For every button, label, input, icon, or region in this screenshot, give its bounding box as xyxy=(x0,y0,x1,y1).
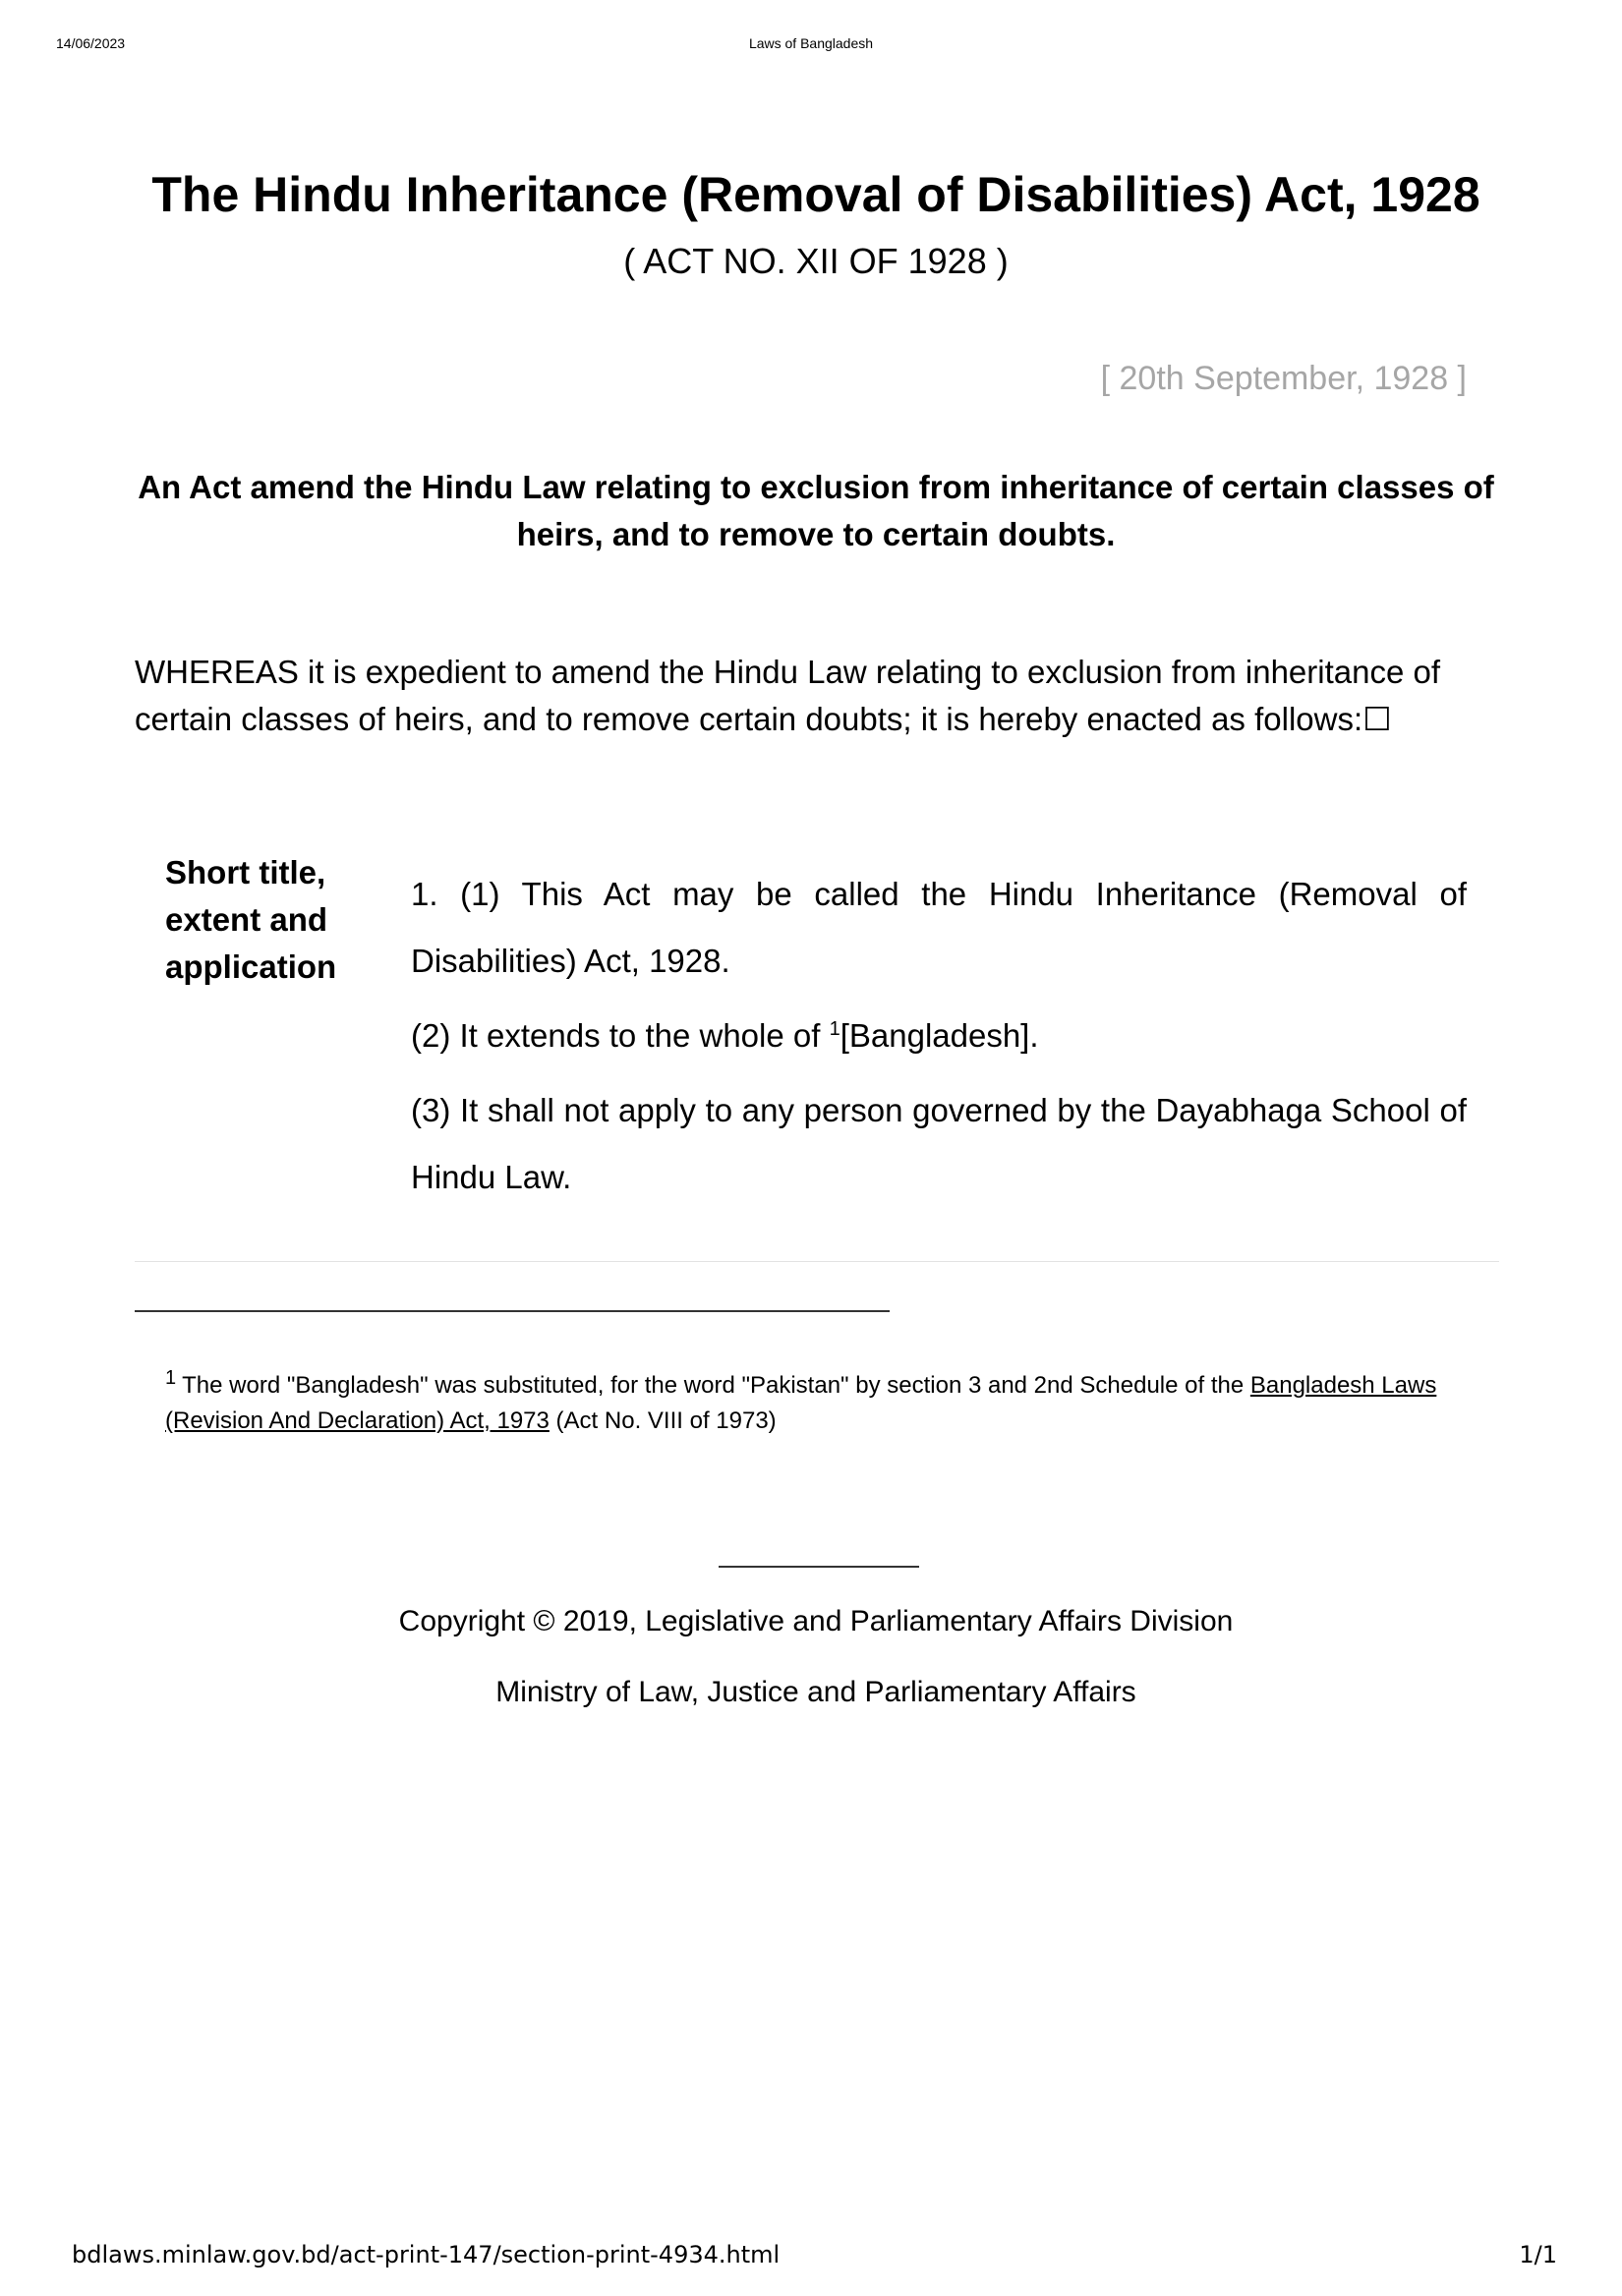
print-header-title: Laws of Bangladesh xyxy=(748,35,874,51)
footnote-divider xyxy=(135,1310,890,1312)
act-date: [ 20th September, 1928 ] xyxy=(1100,360,1467,397)
footnote-marker: 1 xyxy=(165,1367,177,1389)
act-title: The Hindu Inheritance (Removal of Disabilities) Act, 1928 xyxy=(151,167,1480,222)
section-clause-2-suffix: [Bangladesh]. xyxy=(840,1017,1039,1054)
footnote-text-before: The word "Bangladesh" was substituted, for the word "Pakistan" by section 3 and 2nd Schedule of the xyxy=(182,1372,1250,1399)
footnote xyxy=(165,1368,1482,1439)
footnote-link[interactable]: Bangladesh Laws (Revision And Declaration) Act, 1973 xyxy=(165,1372,1437,1434)
copyright-divider xyxy=(719,1566,919,1568)
section-body xyxy=(411,861,1467,1219)
ministry-line: Ministry of Law, Justice and Parliamentary Affairs xyxy=(495,1676,1136,1708)
print-url: bdlaws.minlaw.gov.bd/act-print-147/section-print-4934.html xyxy=(72,2241,781,2268)
copyright-line: Copyright © 2019, Legislative and Parliamentary Affairs Division xyxy=(398,1605,1234,1637)
act-preamble: WHEREAS it is expedient to amend the Hindu Law relating to exclusion from inheritance of certain classes of heirs, and to remove certain doubts; it is hereby enacted as follows:☐ xyxy=(135,654,1441,737)
section-clause-1: 1. (1) This Act may be called the Hindu Inheritance (Removal of Disabilities) Act, 1928. xyxy=(411,876,1467,979)
section-heading: Short title, extent and application xyxy=(165,854,337,985)
print-date: 14/06/2023 xyxy=(56,35,126,51)
section-divider xyxy=(135,1261,1499,1262)
act-long-title: An Act amend the Hindu Law relating to exclusion from inheritance of certain classes of heirs, and to remove to certain doubts. xyxy=(138,469,1494,552)
footnote-text-after: (Act No. VIII of 1973) xyxy=(549,1407,777,1434)
section-clause-2-prefix: (2) It extends to the whole of xyxy=(411,1017,830,1054)
print-page-number: 1/1 xyxy=(1519,2241,1557,2268)
section-clause-3: (3) It shall not apply to any person governed by the Dayabhaga School of Hindu Law. xyxy=(411,1092,1467,1195)
section-clause-2 xyxy=(411,1003,1467,1069)
footnote-reference[interactable]: 1 xyxy=(829,1018,840,1040)
act-number: ( ACT NO. XII OF 1928 ) xyxy=(623,241,1009,281)
